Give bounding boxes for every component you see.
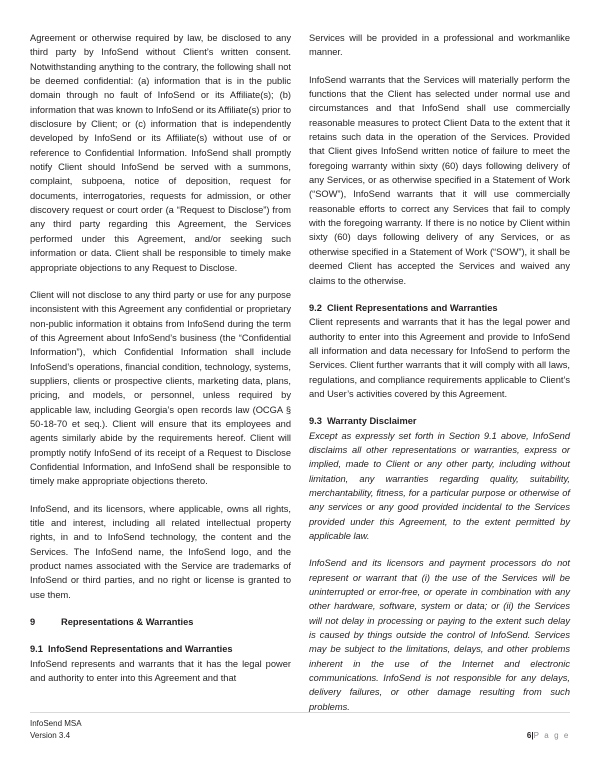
footer-separator: | bbox=[531, 730, 534, 740]
text-column-right bbox=[309, 31, 570, 714]
footer-page-indicator bbox=[527, 718, 570, 741]
sub-section-title: InfoSend Representations and Warranties bbox=[47, 644, 233, 655]
footer-document-info bbox=[30, 718, 82, 741]
paragraph: InfoSend and its licensors and payment processors do not represent or warrant that (i) the use of the Services will be uninterrupted or error-free, or operate in combination with any other hardware, software, system or data; or (ii) the Services will not delay in processing or paying to the extent such delay is caused by things outside the control of InfoSend. Services may be subject to the limitations, delays, and other problems inherent in the use of the Internet and electronic communications. InfoSend is not responsible for any delays, delivery failures, or other damage resulting from such problems. bbox=[309, 558, 570, 712]
section-block-9-3 bbox=[309, 414, 570, 543]
sub-section-title: Client Representations and Warranties bbox=[326, 302, 498, 313]
sub-section-number: 9.3 bbox=[309, 416, 322, 427]
paragraph: Client will not disclose to any third party or use for any purpose inconsistent with this Agreement any confidential or proprietary non-public information it obtains from InfoSend during the term of this Agreement about InfoSend’s business (the “Confidential Information”), which Confidential Information shall include InfoSend’s operations, financial condition, technology, systems, suppliers, clients or prospective clients, marketing data, plans, pricing, and models, or personnel, unless required by applicable law, including Georgia’s open records law (OCGA § 50-18-70 et seq.). Client will ensure that its employees and agents similarly abide by the requirements hereof. Client will promptly notify InfoSend of its receipt of a Request to Disclose Confidential Information, and InfoSend shall be responsible to timely make appropriate objections thereto. bbox=[30, 289, 291, 487]
section-heading-9 bbox=[30, 615, 291, 629]
footer-document-version: Version 3.4 bbox=[30, 730, 71, 740]
paragraph-continuation: Services will be provided in a professional and workmanlike manner. bbox=[309, 33, 570, 58]
footer-page-number: 6 bbox=[526, 730, 532, 740]
sub-heading-9-3 bbox=[309, 414, 570, 428]
footer-document-title: InfoSend MSA bbox=[30, 719, 82, 728]
paragraph: InfoSend, and its licensors, where applicable, owns all rights, title and interest, including all related intellectual property rights, in and to InfoSend technology, the content and the Services. The InfoSend name, the InfoSend logo, and the product names associated with the Service are trademarks of InfoSend or third parties, and no right or license is granted to use them. bbox=[30, 503, 291, 600]
page-footer bbox=[30, 718, 570, 741]
paragraph: Agreement or otherwise required by law, be disclosed to any third party by InfoSend without Client’s written consent. Notwithstanding anything to the contrary, the following shall not be deemed confidential: (a) information that is in the public domain through no fault of InfoSend or its Affiliate(s); (b) information that was known to InfoSend or its Affiliate(s) prior to disclosure by Client; or (c) information that is independently developed by InfoSend or its Affiliate(s) without use of or reference to Confidential Information. InfoSend shall promptly notify Client should InfoSend be served with a summons, complaint, subpoena, notice of deposition, request for documents, interrogatories, requests for admission, or other discovery request or court order (a “Request to Disclose”) from any third party regarding this Agreement, the Services performed under this Agreement, and/or seeking such information or data. Client shall be responsible to timely make appropriate objections to any Request to Disclose. bbox=[30, 33, 291, 273]
paragraph: InfoSend represents and warrants that it has the legal power and authority to enter into this Agreement and that bbox=[30, 658, 291, 684]
paragraph: InfoSend warrants that the Services will materially perform the functions that the Client has selected under normal use and circumstances and that InfoSend shall use commercially reasonable measures to protect Client Data to the extent that it retains such data in the operation of the Services. Provided that Client gives InfoSend written notice of failure to meet the foregoing warranty within sixty (60) days following delivery of any Services, or as otherwise specified in a Statement of Work (“SOW”), InfoSend warrants that it will use commercially reasonable efforts to correct any Services that fail to comply with the foregoing warranty. If there is no notice by Client within sixty (60) days following delivery of any Services, or as otherwise specified in a Statement of Work (“SOW”), it shall be deemed Client has accepted the Services and waived any claims to the otherwise. bbox=[309, 74, 570, 286]
paragraph: Except as expressly set forth in Section 9.1 above, InfoSend disclaims all other representations or warranties, express or implied, made to Client or any other party, including without limitation, any warranties regarding quality, suitability, merchantability, fitness, for a particular purpose or otherwise of any services or any good provided incidental to the Services provided under this Agreement, to the extent permitted by applicable law. bbox=[309, 430, 570, 541]
sub-section-number: 9.2 bbox=[309, 302, 322, 313]
sub-heading-9-2 bbox=[309, 301, 570, 315]
footer-page-word: P a g e bbox=[533, 730, 570, 740]
section-block-9-1 bbox=[30, 642, 291, 685]
section-number: 9 bbox=[30, 617, 36, 628]
sub-heading-9-1 bbox=[30, 642, 291, 656]
section-block-9-2 bbox=[309, 301, 570, 401]
sub-section-title: Warranty Disclaimer bbox=[326, 416, 417, 427]
section-title: Representations & Warranties bbox=[61, 617, 194, 628]
sub-section-number: 9.1 bbox=[30, 644, 43, 655]
footer-divider bbox=[30, 712, 570, 713]
paragraph: Client represents and warrants that it has the legal power and authority to enter into this Agreement and provide to InfoSend all information and data necessary for InfoSend to perform the Services. Client further warrants that it will comply with all laws, regulations, and compliance requirements applicable to Client’s and User’s activities covered by this Agreement. bbox=[309, 317, 570, 399]
text-column-left bbox=[30, 31, 291, 698]
page-body bbox=[30, 31, 570, 712]
